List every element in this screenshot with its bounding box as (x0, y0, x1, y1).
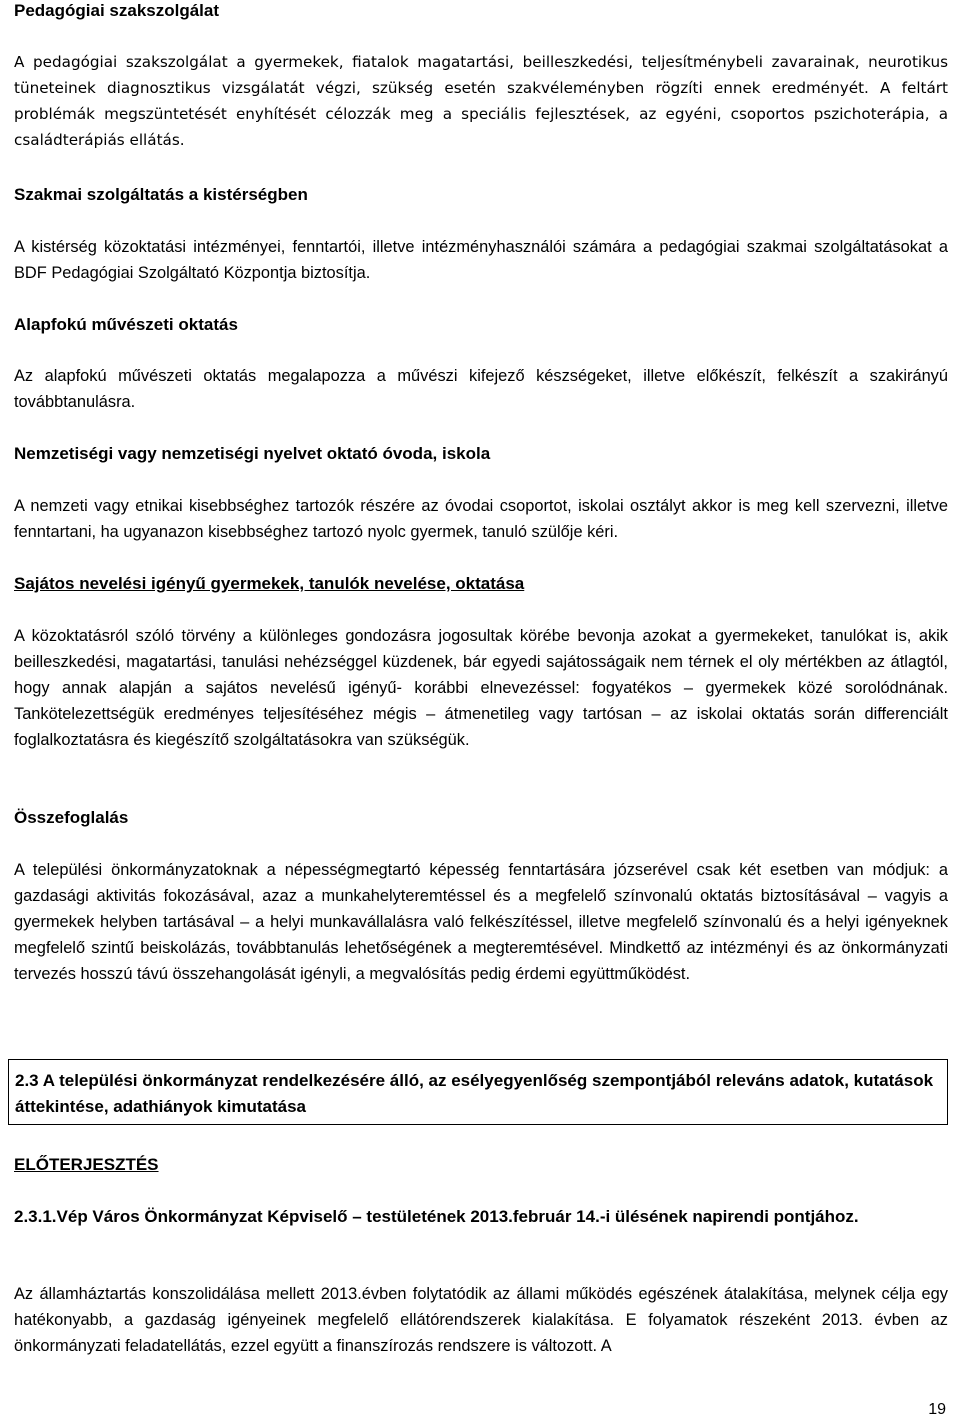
section-title-box (8, 1059, 948, 1125)
section-text-sajatos: A közoktatásról szóló törvény a különleges gondozásra jogosultak körébe bevonja azokat a gyermekeket, tanulókat is, akik beilleszkedési, magatartási, tanulási nehézséggel küzdenek, bár egyedi sajátosságaik nem térnek el oly mértékben az átlagtól, hogy annak alapján a sajátos nevelésű igényű- korábbi elnevezéssel: fogyatékos – gyermekek közé sorolódnának. Tankötelezettségük eredményes teljesítéséhez mégis – átmenetileg vagy tartósan – az iskolai oktatás során differenciált foglalkoztatásra és kiegészítő szolgáltatásokra van szükségük. (14, 627, 948, 749)
section-text-pedagogiai: A pedagógiai szakszolgálat a gyermekek, fiatalok magatartási, beilleszkedési, teljesítménybeli zavarainak, neurotikus tüneteinek diagnosztikus vizsgálatát végzi, szükség esetén szakvéleményben rögzíti ennek eredményét. A feltárt problémák megszüntetését enyhítését célozzák meg a speciális fejlesztések, az egyéni, csoportos pszichoterápia, a családterápiás ellátás. (14, 53, 948, 149)
section-text-szakmai: A kistérség közoktatási intézményei, fenntartói, illetve intézményhasználói számára a pedagógiai szakmai szolgáltatásokat a BDF Pedagógiai Szolgáltató Központja biztosítja. (14, 238, 948, 282)
section-text-muveszeti: Az alapfokú művészeti oktatás megalapozza a művészi kifejező készségeket, illetve előkészít, felkészít a szakirányú továbbtanulásra. (14, 367, 948, 411)
page-number: 19 (928, 1401, 946, 1418)
meeting-title: 2.3.1.Vép Város Önkormányzat Képviselő – testületének 2013.február 14.-i ülésének napirendi pontjához. (14, 1207, 859, 1226)
section-heading-nemzetisegi: Nemzetiségi vagy nemzetiségi nyelvet oktató óvoda, iskola (14, 444, 491, 463)
section-heading-sajatos: Sajátos nevelési igényű gyermekek, tanulók nevelése, oktatása (14, 574, 525, 593)
section-text-osszefoglalas: A települési önkormányzatoknak a népességmegtartó képesség fenntartására józserével csak két esetben van módjuk: a gazdasági aktivitás fokozásával, azaz a munkahelyteremtéssel és a megfelelő színvonalú oktatás biztosításával – vagyis a gyermekek helyben tartásával – a helyi munkavállalásra való felkészítéssel, illetve megfelelő színvonalú és a helyi igényeknek megfelelő szintű beiskolázás, továbbtanulás lehetőségének a megteremtésével. Mindkettő az intézményi és az önkormányzati tervezés hosszú távú összehangolását igényli, a megvalósítás pedig érdemi együttműködést. (14, 861, 948, 983)
section-heading-osszefoglalas: Összefoglalás (14, 808, 129, 827)
section-heading-pedagogiai: Pedagógiai szakszolgálat (14, 1, 220, 20)
section-heading-muveszeti: Alapfokú művészeti oktatás (14, 315, 238, 334)
box-heading: 2.3 A települési önkormányzat rendelkezésére álló, az esélyegyenlőség szempontjából releváns adatok, kutatások áttekintése, adathiányok kimutatása (15, 1071, 934, 1116)
section-heading-szakmai: Szakmai szolgáltatás a kistérségben (14, 185, 308, 204)
section-text-nemzetisegi: A nemzeti vagy etnikai kisebbséghez tartozók részére az óvodai csoportot, iskolai osztályt akkor is meg kell szervezni, illetve fenntartani, ha ugyanazon kisebbséghez tartozó nyolc gyermek, tanuló szülője kéri. (14, 497, 948, 541)
eloterjesztes-label: ELŐTERJESZTÉS (14, 1155, 159, 1174)
final-paragraph: Az államháztartás konszolidálása mellett 2013.évben folytatódik az állami működés egészének átalakítása, melynek célja egy hatékonyabb, a gazdaság igényeinek megfelelő ellátórendszerek kialakítása. E folyamatok részeként 2013. évben az önkormányzati feladatellátás, ezzel együtt a finanszírozás rendszere is változott. A (14, 1285, 948, 1355)
